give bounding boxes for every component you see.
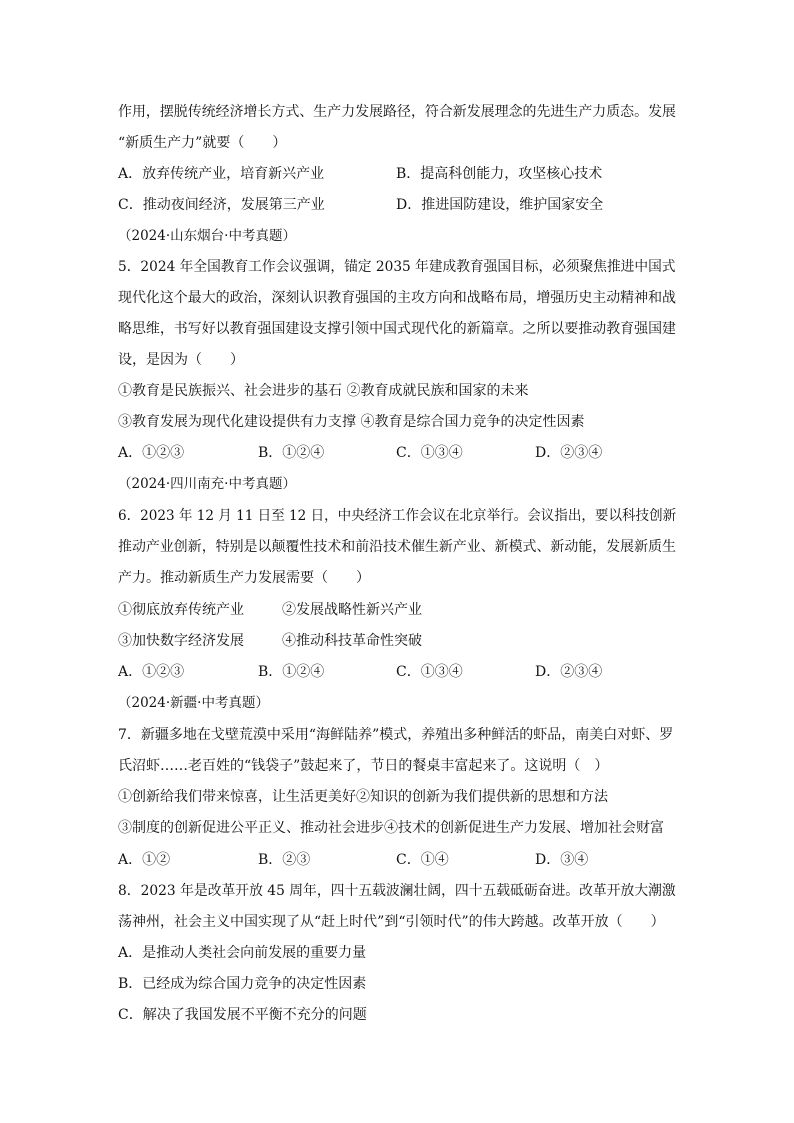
q6-option-b: B．①②④ xyxy=(258,664,325,680)
q8-stem-line: 8．2023 年是改革开放 45 周年，四十五载波澜壮阔，四十五载砥砺奋进。改革开放大潮激 xyxy=(118,883,676,899)
q6-statement-3: ③加快数字经济发展 xyxy=(118,633,244,649)
q5-stem-line: 现代化这个最大的政治，深刻认识教育强国的主攻方向和战略布局，增强历史主动精神和战 xyxy=(118,290,676,306)
q7-option-a: A．①② xyxy=(118,852,171,868)
q7-statement-line: ①创新给我们带来惊喜，让生活更美好②知识的创新为我们提供新的思想和方法 xyxy=(118,789,608,805)
q6-option-d: D．②③④ xyxy=(535,664,603,680)
q6-statement-2: ②发展战略性新兴产业 xyxy=(282,602,422,618)
q6-statement-1: ①彻底放弃传统产业 xyxy=(118,602,244,618)
q4-option-d: D．推进国防建设，维护国家安全 xyxy=(396,197,604,213)
q5-stem-line: 5．2024 年全国教育工作会议强调，锚定 2035 年建成教育强国目标，必须聚焦推进中国式 xyxy=(118,259,676,275)
q5-stem-line: 略思维，书写好以教育强国建设支撑引领中国式现代化的新篇章。之所以要推动教育强国建 xyxy=(118,321,676,337)
q7-statement-line: ③制度的创新促进公平正义、推动社会进步④技术的创新促进生产力发展、增加社会财富 xyxy=(118,820,664,836)
q4-option-b: B．提高科创能力，攻坚核心技术 xyxy=(396,166,603,182)
q6-stem-line: 6．2023 年 12 月 11 日至 12 日，中央经济工作会议在北京举行。会议指出，要以科技创新 xyxy=(118,508,677,524)
q8-stem-line: 荡神州，社会主义中国实现了从“赶上时代”到“引领时代”的伟大跨越。改革开放（ ） xyxy=(118,914,665,930)
q5-source: （2024·山东烟台·中考真题） xyxy=(118,228,296,244)
q5-option-a: A．①②③ xyxy=(118,445,185,461)
q5-option-c: C．①③④ xyxy=(396,445,463,461)
q7-source: （2024·新疆·中考真题） xyxy=(118,695,269,711)
q8-option-a: A．是推动人类社会向前发展的重要力量 xyxy=(118,945,367,961)
q5-option-b: B．①②④ xyxy=(258,445,325,461)
q4-option-a: A．放弃传统产业，培育新兴产业 xyxy=(118,166,325,182)
q5-option-d: D．②③④ xyxy=(535,445,603,461)
q7-stem-line: 氏沼虾……老百姓的“钱袋子”鼓起来了，节日的餐桌丰富起来了。这说明（ ） xyxy=(118,758,609,774)
q5-stem-line: 设，是因为（ ） xyxy=(118,352,244,368)
q4-option-c: C．推动夜间经济，发展第三产业 xyxy=(118,197,325,213)
q4-stem-line: “新质生产力”就要（ ） xyxy=(118,135,287,151)
q5-statement-line: ①教育是民族振兴、社会进步的基石 ②教育成就民族和国家的未来 xyxy=(118,383,529,399)
q6-option-c: C．①③④ xyxy=(396,664,463,680)
q7-option-d: D．③④ xyxy=(535,852,589,868)
q8-option-c: C．解决了我国发展不平衡不充分的问题 xyxy=(118,1007,367,1023)
q6-statement-4: ④推动科技革命性突破 xyxy=(282,633,422,649)
q7-option-c: C．①④ xyxy=(396,852,449,868)
q6-stem-line: 推动产业创新，特别是以颠覆性技术和前沿技术催生新产业、新模式、新动能，发展新质生 xyxy=(118,539,676,555)
q5-statement-line: ③教育发展为现代化建设提供有力支撑 ④教育是综合国力竞争的决定性因素 xyxy=(118,414,585,430)
q6-option-a: A．①②③ xyxy=(118,664,185,680)
q4-stem-line: 作用，摆脱传统经济增长方式、生产力发展路径，符合新发展理念的先进生产力质态。发展 xyxy=(118,104,676,120)
q8-option-b: B．已经成为综合国力竞争的决定性因素 xyxy=(118,976,367,992)
q6-source: （2024·四川南充·中考真题） xyxy=(118,476,296,492)
q7-stem-line: 7．新疆多地在戈壁荒漠中采用“海鲜陆养”模式，养殖出多种鲜活的虾品，南美白对虾、罗 xyxy=(118,727,674,743)
q6-stem-line: 产力。推动新质生产力发展需要（ ） xyxy=(118,570,370,586)
q7-option-b: B．②③ xyxy=(258,852,311,868)
